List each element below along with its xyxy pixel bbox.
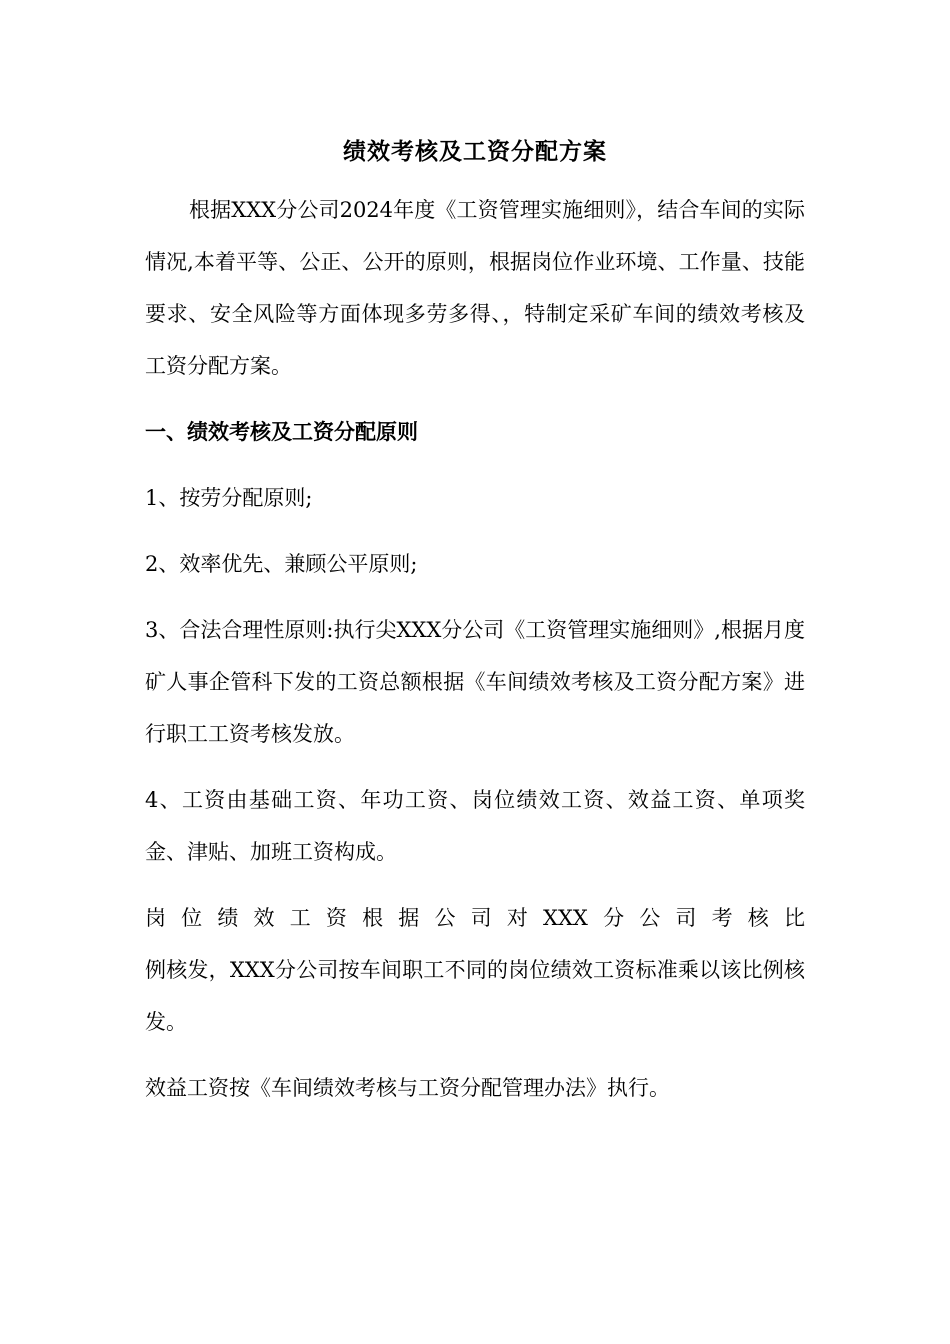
principle-item-1: 1、按劳分配原则;	[145, 486, 313, 510]
section-heading-principles: 一、绩效考核及工资分配原则	[145, 419, 418, 444]
post-salary-paragraph	[145, 892, 805, 1048]
principle-item-3: 3、合法合理性原则:执行尖XXX分公司《工资管理实施细则》,根据月度矿人事企管科下发的工资总额根据《车间绩效考核及工资分配方案》进行职工工资考核发放。	[145, 618, 805, 746]
principle-item-4: 4、工资由基础工资、年功工资、岗位绩效工资、效益工资、单项奖金、津贴、加班工资构成。	[145, 788, 805, 864]
intro-paragraph: 根据XXX分公司2024年度《工资管理实施细则》，结合车间的实际情况,本着平等、公正、公开的原则，根据岗位作业环境、工作量、技能要求、安全风险等方面体现多劳多得、，特制定采矿车间的绩效考核及工资分配方案。	[145, 198, 805, 378]
document-body	[145, 128, 805, 1114]
principle-item-2: 2、效率优先、兼顾公平原则;	[145, 552, 418, 576]
post-salary-rest: 例核发，XXX分公司按车间职工不同的岗位绩效工资标准乘以该比例核发。	[145, 958, 805, 1034]
benefit-salary-paragraph: 效益工资按《车间绩效考核与工资分配管理办法》执行。	[145, 1076, 670, 1100]
post-salary-line-1: 岗位绩效工资根据公司对XXX分公司考核比	[145, 906, 805, 930]
document-title: 绩效考核及工资分配方案	[343, 138, 607, 165]
